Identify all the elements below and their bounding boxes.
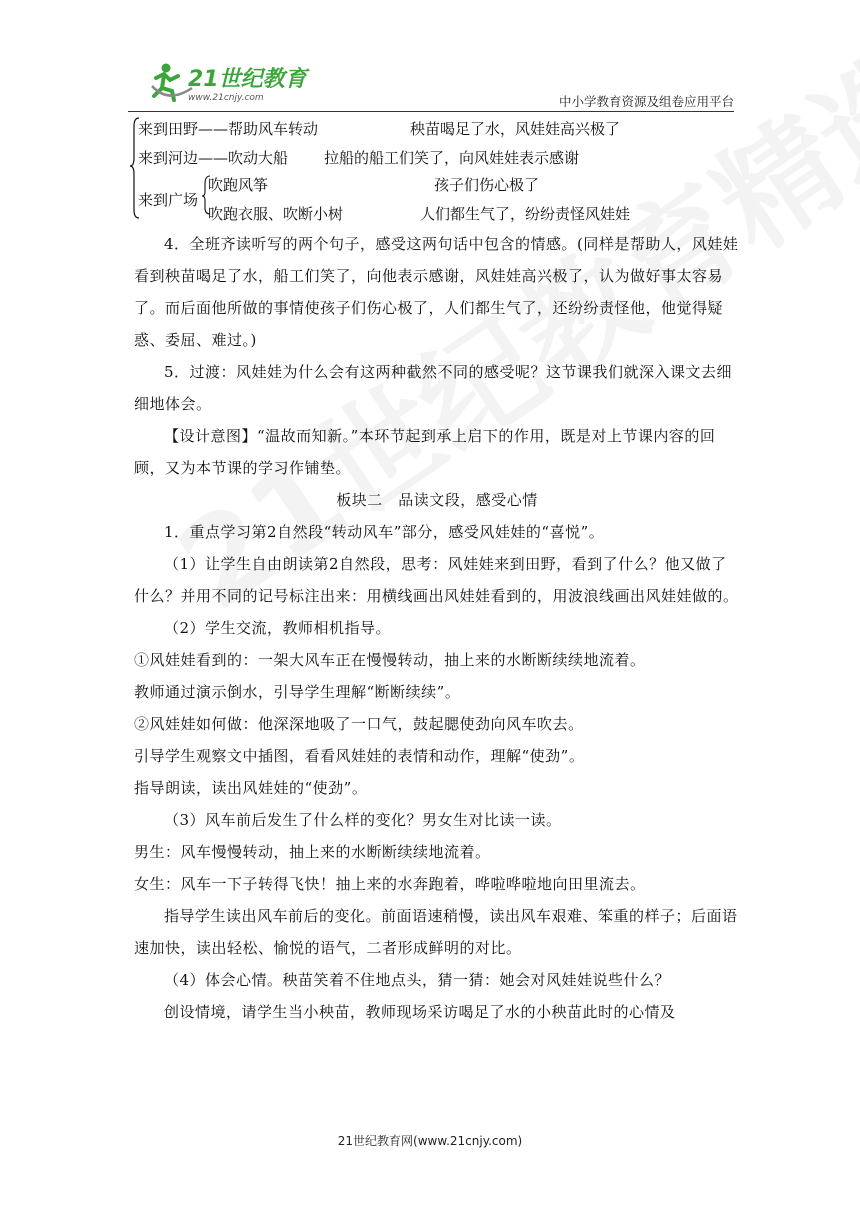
outline-row-field: 来到田野——帮助风车转动 (138, 120, 319, 138)
paragraph: ①风娃娃看到的：一架大风车正在慢慢转动，抽上来的水断断续续地流着。 (134, 651, 646, 669)
outline-row-river: 来到河边——吹动大船 (138, 149, 289, 167)
page-footer: 21世纪教育网(www.21cnjy.com) (337, 1134, 523, 1148)
logo-url-text: www.21cnjy.com (188, 93, 264, 103)
outline-row-clothes: 吹跑衣服、吹断小树 (208, 205, 344, 223)
outline-row-square: 来到广场 (138, 191, 199, 209)
design-intent: 【设计意图】“温故而知新。”本环节起到承上启下的作用，既是对上节课内容的回顾，又为本节课的学习作铺垫。 (134, 427, 716, 477)
paragraph: 指导朗读，读出风娃娃的“使劲”。 (134, 779, 368, 797)
paragraph: 1．重点学习第2自然段“转动风车”部分，感受风娃娃的“喜悦”。 (164, 523, 605, 541)
paragraph: （3）风车前后发生了什么样的变化？男女生对比读一读。 (164, 811, 562, 829)
outline-diagram (128, 114, 748, 224)
outline-row-field-result: 秧苗喝足了水，风娃娃高兴极了 (410, 120, 621, 138)
paragraph: 男生：风车慢慢转动，抽上来的水断断续续地流着。 (134, 843, 491, 861)
paragraph: （4）体会心情。秧苗笑着不住地点头，猜一猜：她会对风娃娃说些什么？ (164, 971, 671, 989)
paragraph: （1）让学生自由朗读第2自然段，思考：风娃娃来到田野，看到了什么？他又做了什么？并用不同的记号标注出来：用横线画出风娃娃看到的，用波浪线画出风娃娃做的。 (134, 555, 739, 605)
section-title: 板块二 品读文段，感受心情 (336, 491, 538, 509)
outline-row-kite: 吹跑风筝 (208, 176, 269, 194)
paragraph: （2）学生交流，教师相机指导。 (164, 619, 392, 637)
logo-runner-icon (148, 58, 318, 108)
body-text (134, 228, 740, 1028)
logo (148, 58, 318, 108)
paragraph: 5．过渡：风娃娃为什么会有这两种截然不同的感受呢？这节课我们就深入课文去细细地体会。 (134, 363, 733, 413)
paragraph: 女生：风车一下子转得飞快！抽上来的水奔跑着，哗啦哗啦地向田里流去。 (134, 875, 646, 893)
paragraph: 4．全班齐读听写的两个句子，感受这两句话中包含的情感。(同样是帮助人，风娃娃看到秧苗喝足了水，船工们笑了，向他表示感谢，风娃娃高兴极了，认为做好事太容易了。而后面他所做的事情使孩子们伤心极了，人们都生气了，还纷纷责怪他，他觉得疑惑、委屈、难过。) (134, 235, 739, 349)
header-rule (128, 111, 734, 112)
paragraph: 指导学生读出风车前后的变化。前面语速稍慢，读出风车艰难、笨重的样子；后面语速加快，读出轻松、愉悦的语气，二者形成鲜明的对比。 (134, 907, 738, 957)
outline-row-clothes-result: 人们都生气了，纷纷责怪风娃娃 (420, 205, 631, 223)
paragraph: 引导学生观察文中插图，看看风娃娃的表情和动作，理解“使劲”。 (134, 747, 585, 765)
platform-name: 中小学教育资源及组卷应用平台 (558, 94, 734, 109)
paragraph: 创设情境，请学生当小秧苗，教师现场采访喝足了水的小秧苗此时的心情及 (164, 1003, 676, 1021)
paragraph: ②风娃娃如何做：他深深地吸了一口气，鼓起腮使劲向风车吹去。 (134, 715, 584, 733)
page-header (128, 58, 734, 112)
outline-row-kite-result: 孩子们伤心极了 (434, 176, 540, 194)
paragraph: 教师通过演示倒水，引导学生理解“断断续续”。 (134, 683, 461, 701)
logo-main-text: 21世纪教育 (188, 67, 307, 92)
outline-row-river-result: 拉船的船工们笑了，向风娃娃表示感谢 (324, 149, 580, 167)
